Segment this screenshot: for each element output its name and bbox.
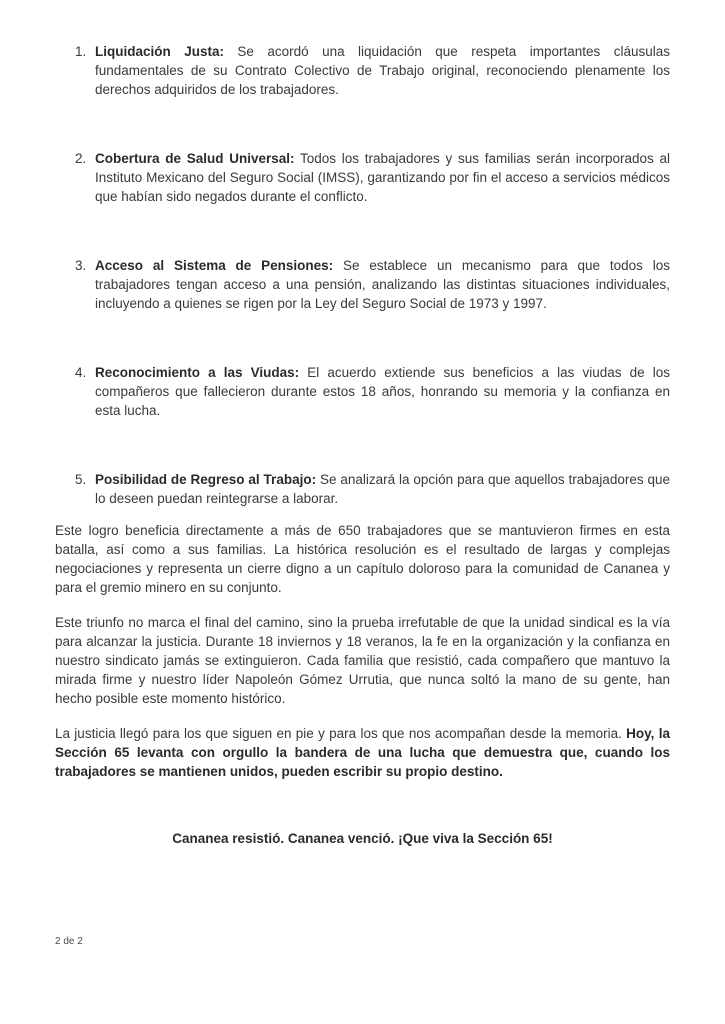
list-item-body: Se acordó una liquidación que respeta importantes cláusulas fundamentales de su Contrato Colectivo de Trabajo original, reconociendo plenamente los derechos adquiridos de los trabajadores.: [95, 44, 670, 97]
list-item: [75, 149, 670, 206]
agreement-points-list: [55, 42, 670, 508]
list-item-number: 2.: [75, 151, 87, 166]
paragraph-justice-normal: La justicia llegó para los que siguen en pie y para los que nos acompañan desde la memoria.: [55, 726, 622, 741]
list-item: [75, 470, 670, 508]
list-item-body: Se establece un mecanismo para que todos los trabajadores tengan acceso a una pensión, analizando las distintas situaciones individuales, incluyendo a quienes se rigen por la Ley del Seguro Social de 1973 y 1997.: [95, 258, 670, 311]
list-item-text: [95, 42, 670, 99]
list-item-title: Reconocimiento a las Viudas:: [95, 365, 300, 380]
paragraph-justice-bold: Hoy, la Sección 65 levanta con orgullo la bandera de una lucha que demuestra que, cuando los trabajadores se mantienen unidos, pueden escribir su propio destino.: [55, 726, 670, 779]
list-item-title: Acceso al Sistema de Pensiones:: [95, 258, 334, 273]
list-item-title: Liquidación Justa:: [95, 44, 224, 59]
paragraph-justice: [55, 724, 670, 781]
list-item-title: Posibilidad de Regreso al Trabajo:: [95, 472, 317, 487]
list-item-title: Cobertura de Salud Universal:: [95, 151, 295, 166]
closing-slogan: Cananea resistió. Cananea venció. ¡Que viva la Sección 65!: [172, 831, 553, 846]
list-item-number: 3.: [75, 258, 87, 273]
list-item: [75, 363, 670, 420]
list-item-body: El acuerdo extiende sus beneficios a las viudas de los compañeros que fallecieron durante estos 18 años, honrando su memoria y la confianza en esta lucha.: [95, 365, 670, 418]
list-item-number: 4.: [75, 365, 87, 380]
list-item-number: 1.: [75, 44, 87, 59]
list-item-text: [95, 363, 670, 420]
list-item: [75, 256, 670, 313]
list-item-text: [95, 470, 670, 508]
page-number: 2 de 2: [55, 936, 83, 947]
paragraph-beneficiaries: Este logro beneficia directamente a más de 650 trabajadores que se mantuvieron firmes en esta batalla, así como a sus familias. La histórica resolución es el resultado de largas y complejas negociaciones y representa un cierre digno a un capítulo doloroso para la comunidad de Cananea y para el gremio minero en su conjunto.: [55, 523, 670, 595]
list-item-number: 5.: [75, 472, 87, 487]
list-item: [75, 42, 670, 99]
list-item-text: [95, 256, 670, 313]
paragraph-triumph: Este triunfo no marca el final del camino, sino la prueba irrefutable de que la unidad sindical es la vía para alcanzar la justicia. Durante 18 inviernos y 18 veranos, la fe en la organización y la confianza en nuestro sindicato jamás se extinguieron. Cada familia que resistió, cada compañero que mantuvo la mirada firme y nuestro líder Napoleón Gómez Urrutia, que nunca soltó la mano de su gente, han hecho posible este momento histórico.: [55, 615, 670, 706]
list-item-body: Se analizará la opción para que aquellos trabajadores que lo deseen puedan reintegrarse a laborar.: [95, 472, 670, 506]
list-item-body: Todos los trabajadores y sus familias serán incorporados al Instituto Mexicano del Seguro Social (IMSS), garantizando por fin el acceso a servicios médicos que habían sido negados durante el conflicto.: [95, 151, 670, 204]
list-item-text: [95, 149, 670, 206]
